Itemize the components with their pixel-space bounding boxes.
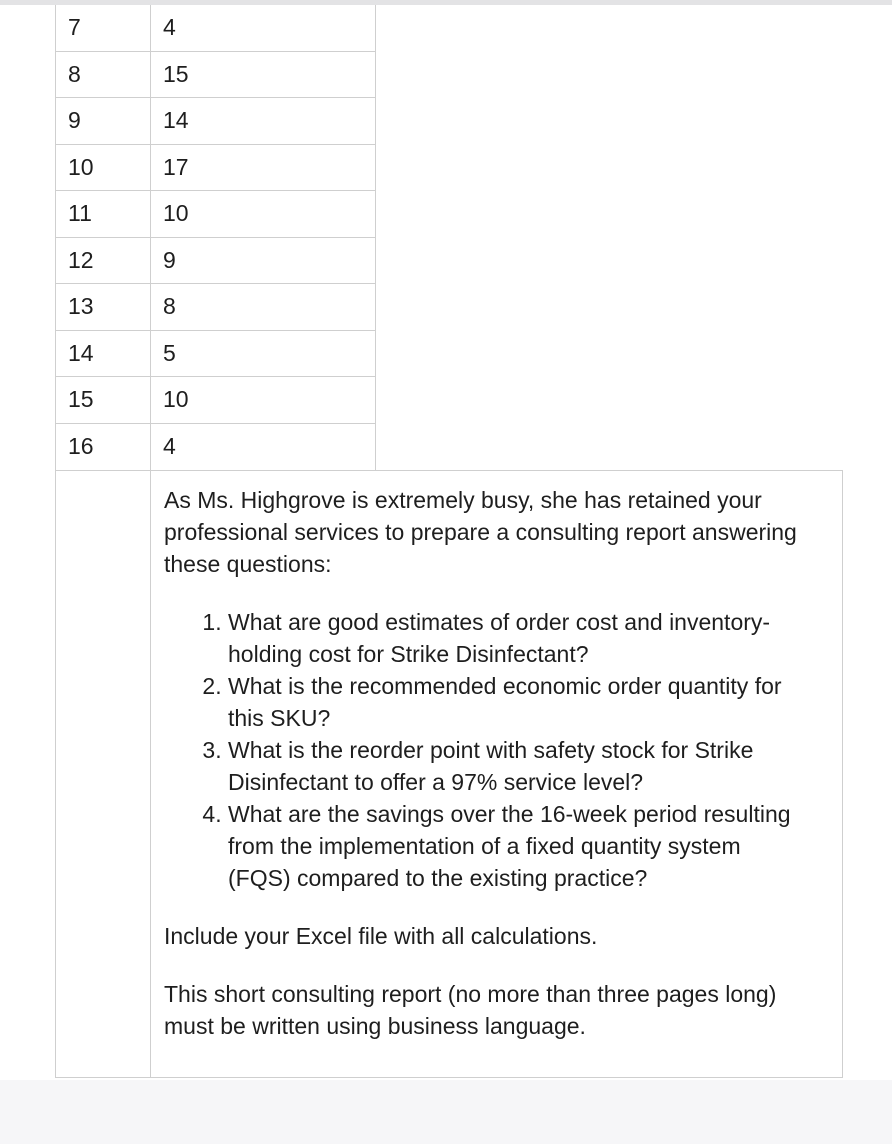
table-cell-value: 5 (151, 331, 376, 377)
table-cell-period: 7 (56, 5, 151, 51)
table-row (56, 238, 376, 285)
table-cell-period: 10 (56, 145, 151, 191)
report-cell (55, 470, 843, 1078)
table-cell-value: 17 (151, 145, 376, 191)
table-row (56, 145, 376, 192)
table-cell-period: 16 (56, 424, 151, 471)
question-item: 3. What is the reorder point with safety stock for Strike Disinfectant to offer a 97% service level? (228, 734, 807, 798)
table-row (56, 5, 376, 52)
demand-table (55, 5, 376, 470)
intro-paragraph: As Ms. Highgrove is extremely busy, she has retained your professional services to prepare a consulting report answering these questions: (164, 487, 797, 577)
table-cell-period: 13 (56, 284, 151, 330)
table-cell-period: 15 (56, 377, 151, 423)
table-row (56, 52, 376, 99)
table-cell-period: 12 (56, 238, 151, 284)
table-cell-value: 4 (151, 5, 376, 51)
closing-paragraph: This short consulting report (no more than three pages long) must be written using business language. (164, 981, 777, 1039)
table-cell-period: 11 (56, 191, 151, 237)
document-page (0, 5, 892, 1080)
table-cell-value: 14 (151, 98, 376, 144)
table-cell-value: 10 (151, 191, 376, 237)
table-cell-period: 9 (56, 98, 151, 144)
questions-list (164, 606, 807, 894)
table-row (56, 424, 376, 471)
table-cell-period: 8 (56, 52, 151, 98)
table-row (56, 191, 376, 238)
report-text (151, 471, 842, 1077)
table-row (56, 331, 376, 378)
table-row (56, 98, 376, 145)
table-cell-value: 9 (151, 238, 376, 284)
table-cell-value: 4 (151, 424, 376, 471)
table-cell-value: 10 (151, 377, 376, 423)
question-item: 1. What are good estimates of order cost and inventory-holding cost for Strike Disinfectant? (228, 606, 807, 670)
question-item: 2. What is the recommended economic order quantity for this SKU? (228, 670, 807, 734)
table-cell-value: 15 (151, 52, 376, 98)
table-cell-period: 14 (56, 331, 151, 377)
table-cell-value: 8 (151, 284, 376, 330)
table-row (56, 377, 376, 424)
excel-note: Include your Excel file with all calculations. (164, 923, 598, 949)
question-item: 4. What are the savings over the 16-week period resulting from the implementation of a fixed quantity system (FQS) compared to the existing practice? (228, 798, 807, 894)
table-row (56, 284, 376, 331)
empty-cell (56, 471, 151, 1077)
